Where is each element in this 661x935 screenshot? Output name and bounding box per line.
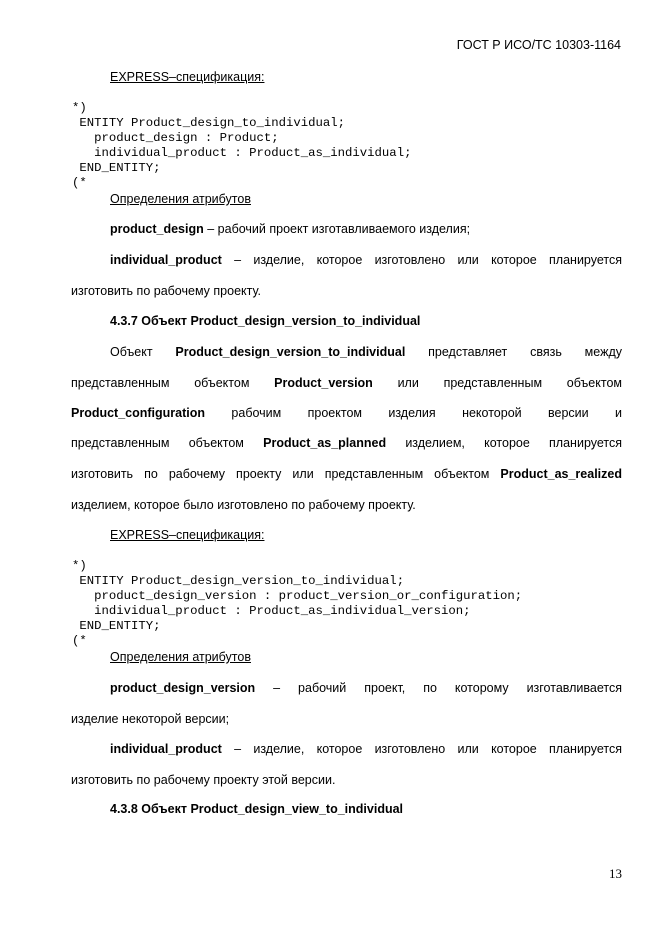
document-number-header: ГОСТ Р ИСО/ТС 10303-1164: [456, 38, 621, 52]
paragraph-line: [71, 375, 622, 391]
attribute-description: – рабочий проект, по которому изготавливается: [255, 681, 622, 695]
paragraph-line: [71, 405, 622, 421]
express-spec-label: EXPRESS–спецификация:: [110, 528, 265, 542]
text-run: рабочим проектом изделия некоторой версии и: [205, 406, 622, 420]
page-number: 13: [609, 866, 622, 881]
attribute-name: product_design: [110, 222, 204, 236]
text-run: изделием, которое планируется: [386, 436, 623, 450]
entity-name: Product_as_planned: [263, 436, 387, 450]
paragraph-line: изготовить по рабочему проекту.: [71, 284, 261, 298]
attribute-definition: [71, 680, 622, 696]
attribute-description: – изделие, которое изготовлено или которое планируется: [221, 253, 622, 267]
attribute-definition: [71, 741, 622, 757]
entity-name: Product_design_version_to_individual: [175, 345, 406, 359]
attribute-definitions-label: Определения атрибутов: [110, 650, 251, 664]
attribute-definitions-label: Определения атрибутов: [110, 192, 251, 206]
entity-name: Product_as_realized: [500, 467, 622, 481]
paragraph-line: изделием, которое было изготовлено по рабочему проекту.: [71, 498, 416, 512]
paragraph-line: [71, 466, 622, 482]
section-heading: 4.3.8 Объект Product_design_view_to_individual: [110, 802, 404, 816]
entity-name: Product_configuration: [71, 406, 206, 420]
text-run: представленным объектом: [71, 436, 264, 450]
attribute-name: individual_product: [110, 742, 222, 756]
attribute-definition: [71, 221, 622, 237]
attribute-name: individual_product: [110, 253, 222, 267]
attribute-description: – рабочий проект изготавливаемого изделия;: [203, 222, 471, 236]
entity-name: Product_version: [274, 376, 373, 390]
attribute-name: product_design_version: [110, 681, 256, 695]
text-run: или представленным объектом: [372, 376, 622, 390]
paragraph-line: изделие некоторой версии;: [71, 712, 230, 726]
express-code-block: *) ENTITY Product_design_to_individual; product_design : Product; individual_product : Product_as_individual; END_ENTITY; (*: [72, 101, 412, 190]
text-run: представляет связь между: [405, 345, 622, 359]
text-run: Объект: [110, 345, 176, 359]
paragraph-line: [71, 435, 622, 451]
paragraph-line: [71, 344, 622, 360]
paragraph-line: изготовить по рабочему проекту этой версии.: [71, 773, 336, 787]
express-spec-label: EXPRESS–спецификация:: [110, 70, 265, 84]
text-run: изготовить по рабочему проекту или представленным объектом: [71, 467, 501, 481]
section-heading: 4.3.7 Объект Product_design_version_to_individual: [110, 314, 421, 328]
express-code-block: *) ENTITY Product_design_version_to_individual; product_design_version : product_version_or_configuration; individual_product : Product_as_individual_version; END_ENTITY; (*: [72, 559, 523, 648]
text-run: представленным объектом: [71, 376, 275, 390]
attribute-description: – изделие, которое изготовлено или которое планируется: [221, 742, 622, 756]
attribute-definition: [71, 252, 622, 268]
